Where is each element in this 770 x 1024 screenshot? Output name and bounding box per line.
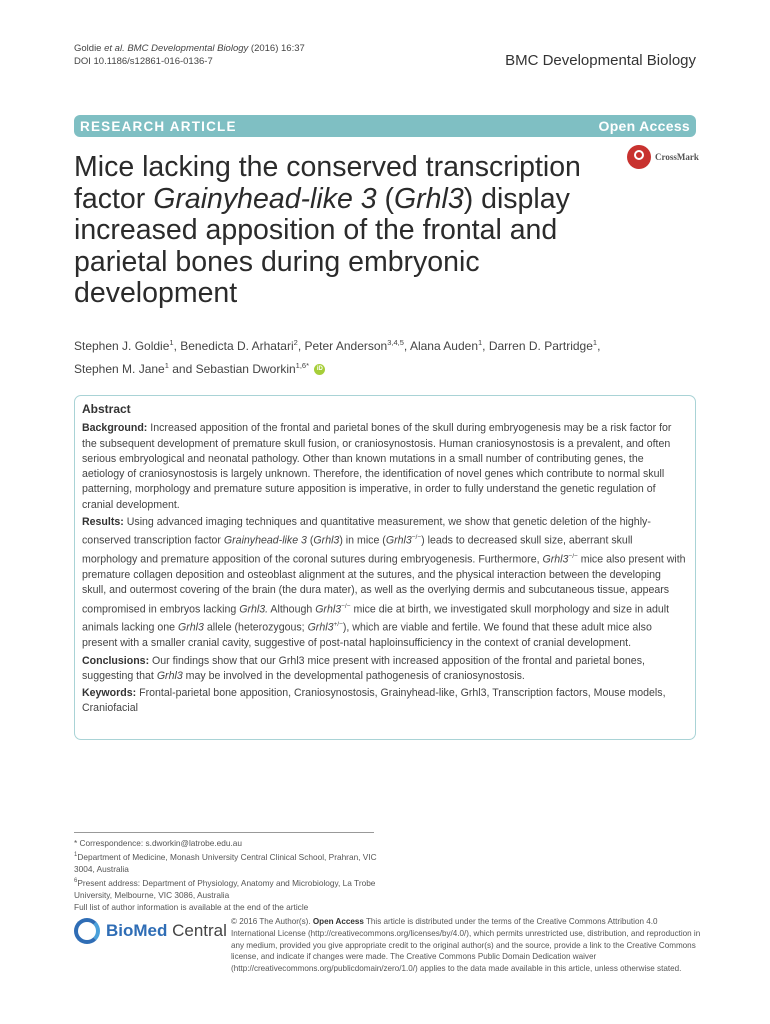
author[interactable]: Stephen M. Jane$^1$ [74,361,169,376]
license-text: © 2016 The Author(s). Open Access This article is distributed under the terms of the Creative Commons Attribution 4.0 International License (http://creativecommons.org/licenses/by/4.0/), which permits unrestricted use, distribution, and reproduction in any medium, provided you give appropriate credit to the original author(s) and the source, provide a link to the Creative Commons license, and indicate if changes were made. The Creative Commons Public Domain Dedication waiver (http://creativecommons.org/publicdomain/zero/1.0/) applies to the data made available in this article, unless otherwise stated. [231,917,701,974]
crossmark-label: CrossMark [655,152,699,162]
author-info-note: Full list of author information is available at the end of the article [74,901,309,912]
article-type-band [74,115,696,137]
author[interactable]: Stephen J. Goldie$^1$ [74,338,174,353]
affiliation-1: $^1$Department of Medicine, Monash University Central Clinical School, Prahran, VIC 3004, Australia [74,851,377,874]
abstract-keywords: Keywords: Frontal-parietal bone apposition, Craniosynostosis, Grainyhead-like, Grhl3, Transcription factors, Mouse models, Craniofacial [82,687,666,715]
crossmark-icon [627,145,651,169]
footnote-divider [74,832,374,833]
abstract-results: Results: Using advanced imaging techniques and quantitative measurement, we show that genetic deletion of the highly-conserved transcription factor Grainyhead-like 3 (Grhl3) in mice (Grhl3−/−) leads to decreased skull size, aberrant skull morphology and premature apposition of the coronal sutures during embryogenesis. Furthermore, Grhl3−/− mice also present with premature collagen deposition and osteoblast alignment at the sutures, and the physical interaction between the developing skull, and outermost covering of the brain (the dura mater), as well as the overlying dermis and subcutaneous tissue, appears compromised in embryos lacking Grhl3. Although Grhl3−/− mice die at birth, we investigated skull morphology and size in adult animals lacking one Grhl3 allele (heterozygous; Grhl3+/−), which are viable and fertile. We found that these adult mice also present with a smaller cranial cavity, suggestive of post-natal haploinsufficiency in the context of cranial development. [82,516,686,650]
citation: Goldie et al. BMC Developmental Biology (2016) 16:37 [74,43,305,54]
open-access-label: Open Access [598,118,690,134]
biomed-central-logo: BioMed Central [74,918,227,944]
article-type-label: RESEARCH ARTICLE [80,118,237,134]
footnotes [74,837,394,913]
affiliation-6: $^6$Present address: Department of Physiology, Anatomy and Microbiology, La Trobe University, Melbourne, VIC 3086, Australia [74,877,376,900]
author[interactable]: Peter Anderson$^{3,4,5}$ [304,338,404,353]
crossmark-button[interactable] [627,145,699,169]
journal-name: BMC Developmental Biology [505,52,696,69]
abstract [82,402,687,719]
author[interactable]: Alana Auden$^1$ [409,338,483,353]
author[interactable]: Darren D. Partridge$^1$ [488,338,598,353]
orcid-icon[interactable]: iD [314,364,325,375]
author[interactable]: Sebastian Dworkin$^{1,6*}$ [195,361,310,376]
abstract-background: Background: Increased apposition of the frontal and parietal bones of the skull during embryogenesis may be a risk factor for the subsequent development of premature skull fusion, or craniosynostosis. Human craniosynostosis is a prevalent, and often serious embryological and neonatal pathology. Other than known mutations in a small number of contributing genes, the aetiology of craniosynostosis is largely unknown. Therefore, the identification of novel genes which contribute to normal skull patterning, morphology and premature suture apposition is imperative, in order to fully understand the genetic regulation of cranial development. [82,422,672,511]
doi[interactable]: DOI 10.1186/s12861-016-0136-7 [74,56,213,67]
author[interactable]: Benedicta D. Arhatari$^2$ [180,338,298,353]
article-title: Mice lacking the conserved transcription factor Grainyhead-like 3 (Grhl3) display increased apposition of the frontal and parietal bones during embryonic development [74,151,581,309]
author-list: Stephen J. Goldie$^1$, Benedicta D. Arhatari$^2$, Peter Anderson$^{3,4,5}$, Alana Auden$^1$, Darren D. Partridge$^1$, Stephen M. Jane$^1$ and Sebastian Dworkin$^{1,6*}$ iD [74,338,601,376]
article-header [74,42,305,68]
correspondence[interactable]: * Correspondence: s.dworkin@latrobe.edu.au [74,838,243,848]
biomed-central-ring-icon [74,918,100,944]
abstract-conclusions: Conclusions: Our findings show that our Grhl3 mice present with increased apposition of the frontal and parietal bones, suggesting that Grhl3 may be involved in the developmental pathogenesis of craniosynostosis. [82,654,645,682]
abstract-heading: Abstract [82,402,131,416]
